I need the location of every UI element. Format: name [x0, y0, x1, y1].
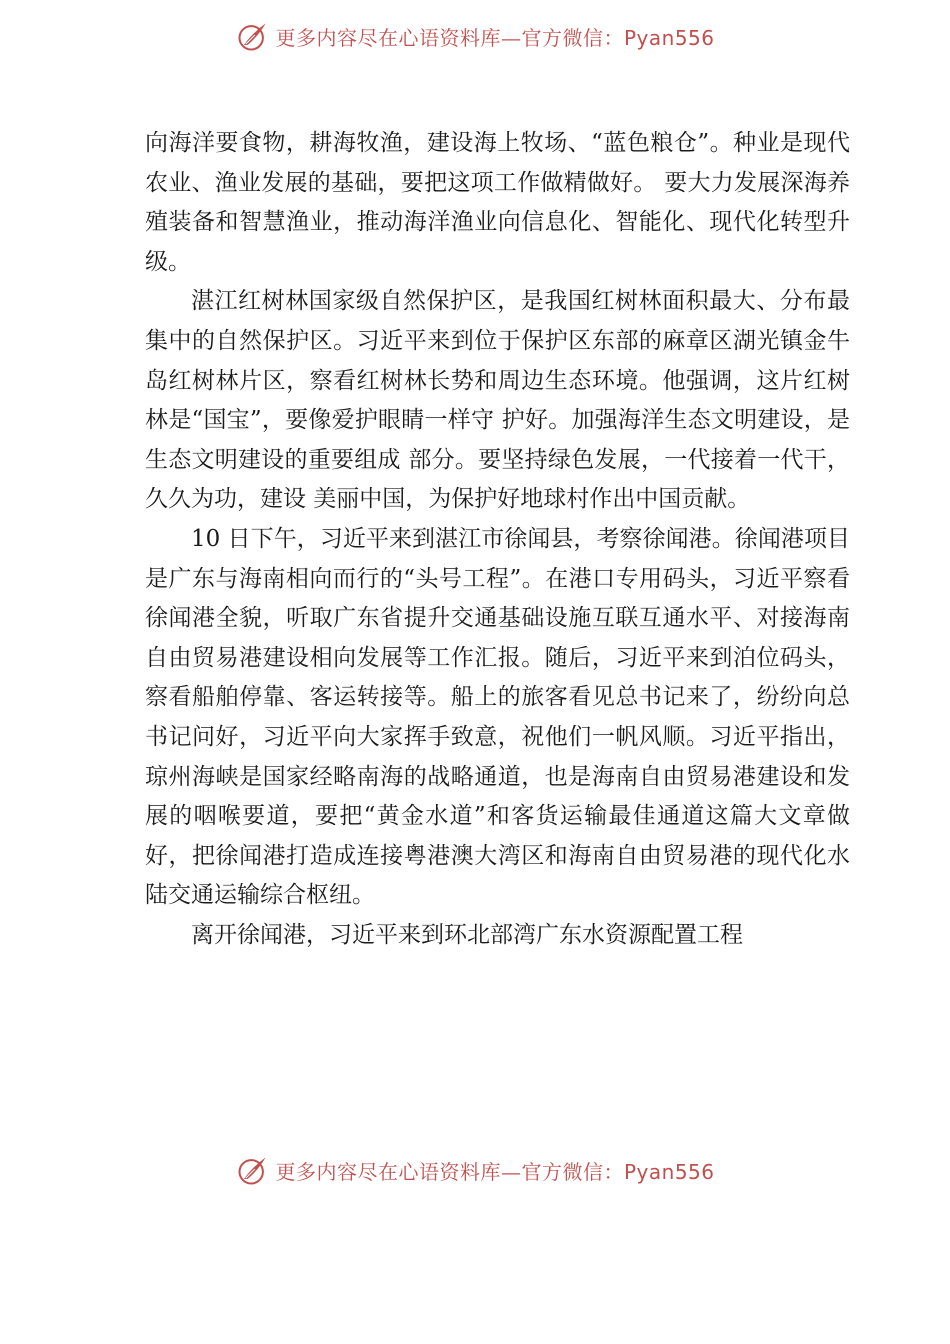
paragraph-1: 向海洋要食物，耕海牧渔，建设海上牧场、“蓝色粮仓”。种业是现代农业、渔业发展的基础，要把这项工作做精做好。 要大力发展深海养殖装备和智慧渔业，推动海洋渔业向信息化、智能化、现代化转型升级。	[145, 130, 850, 275]
quill-pen-logo-icon	[235, 18, 271, 54]
header-banner	[0, 14, 950, 58]
header-wechat-id: Pyan556	[623, 25, 715, 50]
paragraph-2: 湛江红树林国家级自然保护区，是我国红树林面积最大、分布最集中的自然保护区。习近平来到位于保护区东部的麻章区湖光镇金牛岛红树林片区，察看红树林长势和周边生态环境。他强调，这片红树林是“国宝”，要像爱护眼睛一样守 护好。加强海洋生态文明建设，是生态文明建设的重要组成 部分。要坚持绿色发展，一代接着一代干，久久为功，建设 美丽中国，为保护好地球村作出中国贡献。	[145, 288, 850, 513]
header-banner-text: 更多内容尽在心语资料库—官方微信：Pyan556	[275, 25, 715, 50]
footer-banner	[0, 1148, 950, 1192]
paragraph-4: 离开徐闻港，习近平来到环北部湾广东水资源配置工程	[191, 921, 743, 948]
paragraph-3: 10 日下午，习近平来到湛江市徐闻县，考察徐闻港。徐闻港项目是广东与海南相向而行的“头号工程”。在港口专用码头，习近平察看徐闻港全貌，听取广东省提升交通基础设施互联互通水平、对接海南自由贸易港建设相向发展等工作汇报。随后，习近平来到泊位码头，察看船舶停靠、客运转接等。船上的旅客看见总书记来了，纷纷向总书记问好，习近平向大家挥手致意，祝他们一帆风顺。习近平指出，琼州海峡是国家经略南海的战略通道，也是海南自由贸易港建设和发展的咽喉要道，要把“黄金水道”和客货运输最佳通道这篇大文章做好，把徐闻港打造成连接粤港澳大湾区和海南自由贸易港的现代化水陆交通运输综合枢纽。	[145, 525, 850, 909]
quill-pen-logo-icon	[235, 1152, 271, 1188]
footer-banner-text: 更多内容尽在心语资料库—官方微信：Pyan556	[275, 1159, 715, 1184]
document-body	[145, 124, 850, 955]
footer-wechat-id: Pyan556	[623, 1159, 715, 1184]
